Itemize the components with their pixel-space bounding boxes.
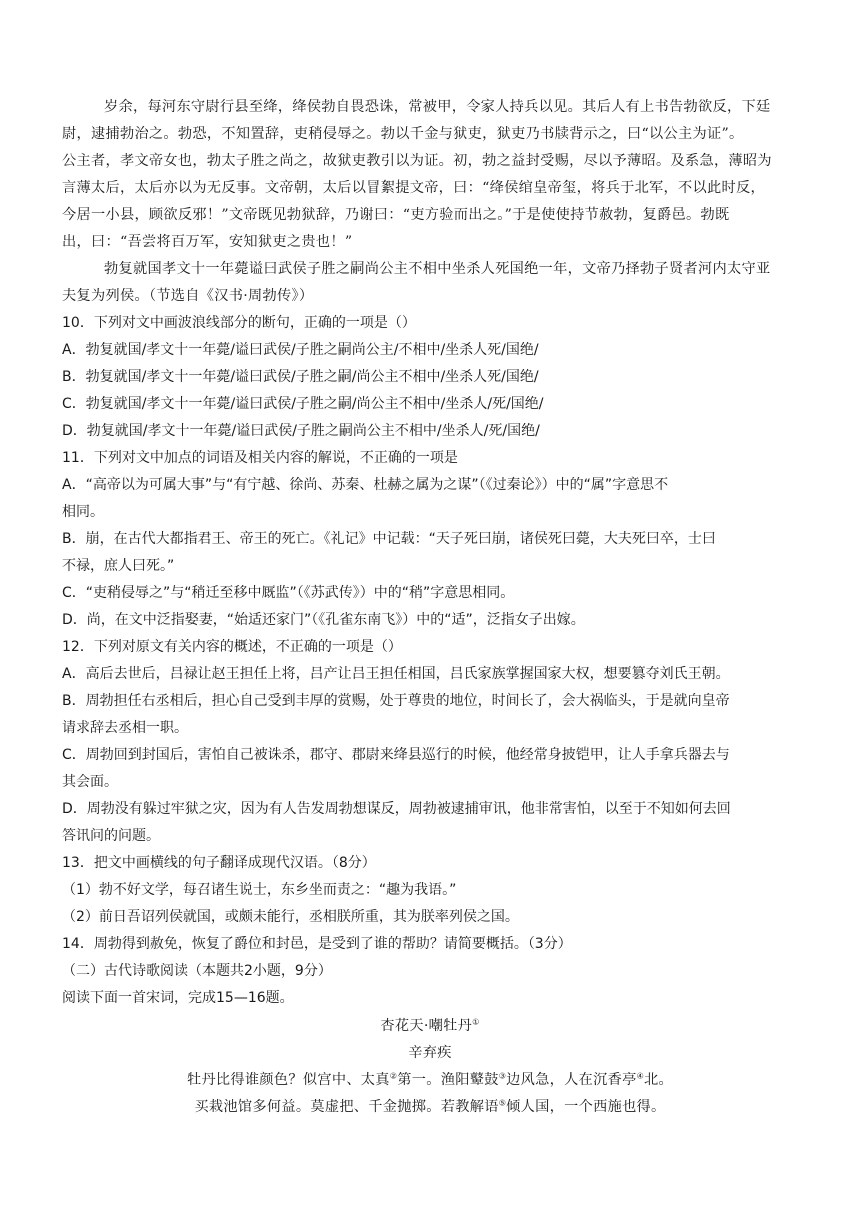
option-line: 相同。 (62, 504, 104, 520)
passage-line: 岁余，每河东守尉行县至绛，绛侯勃自畏恐诛，常被甲，令家人持兵以见。其后人有上书告勃欲反，下廷 (104, 99, 771, 115)
sub-question: （2）前日吾诏列侯就国，或颇未能行，丞相朕所重，其为朕率列侯之国。 (62, 909, 519, 925)
option-line: 请求辞去丞相一职。 (62, 720, 188, 736)
passage-line: 勃复就国孝文十一年薨谥曰武侯子胜之嗣尚公主不相中坐杀人死国绝一年，文帝乃择勃子贤者河内太守亚 (104, 261, 771, 277)
sub-question: （1）勃不好文学，每召诸生说士，东乡坐而责之：“趣为我语。” (62, 882, 457, 898)
poem-author: 辛弃疾 (408, 1045, 452, 1061)
question-11: 11．下列对文中加点的词语及相关内容的解说，不正确的一项是 (62, 450, 458, 466)
question-12: 12．下列对原文有关内容的概述，不正确的一项是（） (62, 639, 402, 655)
instruction: 阅读下面一首宋词，完成15—16题。 (62, 990, 294, 1006)
option-line: A．勃复就国/孝文十一年薨/谥曰武侯/子胜之嗣尚公主/不相中/坐杀人死/国绝/ (62, 342, 539, 358)
option-line: 不禄，庶人曰死。” (62, 558, 175, 574)
option-line: D．勃复就国/孝文十一年薨/谥曰武侯/子胜之嗣尚公主不相中/坐杀人/死/国绝/ (62, 423, 540, 439)
poem-title: 杏花天·嘲牡丹① (380, 1017, 480, 1034)
option-line: A．“高帝以为可属大事”与“有宁越、徐尚、苏秦、杜赫之属为之谋”（《过秦论》）中的“属”字意思不 (62, 477, 669, 493)
poem-line: 牡丹比得谁颜色？似宫中、太真②第一。渔阳鼙鼓③边风急，人在沉香亭④北。 (186, 1071, 674, 1088)
poem-line: 买栽池馆多何益。莫虚把、千金抛掷。若教解语⑤倾人国，一个西施也得。 (194, 1098, 666, 1115)
question-14: 14．周勃得到赦免，恢复了爵位和封邑，是受到了谁的帮助？请简要概括。（3分） (62, 936, 572, 952)
option-line: B．勃复就国/孝文十一年薨/谥曰武侯/子胜之嗣/尚公主不相中/坐杀人死/国绝/ (62, 369, 539, 385)
passage-line: 夫复为列侯。（节选自《汉书·周勃传》） (62, 288, 314, 304)
passage-line: 尉，逮捕勃治之。勃恐，不知置辞，吏稍侵辱之。勃以千金与狱吏，狱吏乃书牍背示之，曰“以公主为证”。 (62, 126, 744, 142)
question-13: 13．把文中画横线的句子翻译成现代汉语。（8分） (62, 855, 376, 871)
option-line: B．崩，在古代大都指君王、帝王的死亡。《礼记》中记载：“天子死曰崩，诸侯死曰薨，大夫死曰卒，士曰 (62, 531, 716, 547)
option-line: D．周勃没有躲过牢狱之灾，因为有人告发周勃想谋反，周勃被逮捕审讯，他非常害怕，以至于不知如何去回 (62, 801, 731, 817)
option-line: 其会面。 (62, 774, 118, 790)
option-line: C．勃复就国/孝文十一年薨/谥曰武侯/子胜之嗣/尚公主不相中/坐杀人/死/国绝/ (62, 396, 544, 412)
question-10: 10．下列对文中画波浪线部分的断句，正确的一项是（） (62, 315, 416, 331)
section-heading: （二）古代诗歌阅读（本题共2小题，9分） (62, 963, 332, 979)
option-line: B．周勃担任右丞相后，担心自己受到丰厚的赏赐，处于尊贵的地位，时间长了，会大祸临头，于是就向皇帝 (62, 693, 730, 709)
option-line: C．“吏稍侵辱之”与“稍迁至移中厩监”（《苏武传》）中的“稍”字意思相同。 (62, 585, 515, 601)
option-line: A．高后去世后，吕禄让赵王担任上将，吕产让吕王担任相国，吕氏家族掌握国家大权，想要篡夺刘氏王朝。 (62, 666, 730, 682)
passage-line: 今居一小县，顾欲反邪！”文帝既见勃狱辞，乃谢曰：“吏方验而出之。”于是使使持节赦勃，复爵邑。勃既 (62, 207, 730, 223)
passage-line: 言薄太后，太后亦以为无反事。文帝朝，太后以冒絮提文帝，曰：“绛侯绾皇帝玺，将兵于北军，不以此时反， (62, 180, 765, 196)
option-line: D．尚，在文中泛指娶妻，“始适还家门”（《孔雀东南飞》）中的“适”，泛指女子出嫁。 (62, 612, 585, 628)
option-line: 答讯问的问题。 (62, 828, 160, 844)
passage-line: 公主者，孝文帝女也，勃太子胜之尚之，故狱吏教引以为证。初，勃之益封受赐，尽以予薄昭。及系急，薄昭为 (62, 153, 772, 169)
option-line: C．周勃回到封国后，害怕自己被诛杀，郡守、郡尉来绛县巡行的时候，他经常身披铠甲，让人手拿兵器去与 (62, 747, 730, 763)
passage-line: 出，曰：“吾尝将百万军，安知狱吏之贵也！” (62, 234, 353, 250)
